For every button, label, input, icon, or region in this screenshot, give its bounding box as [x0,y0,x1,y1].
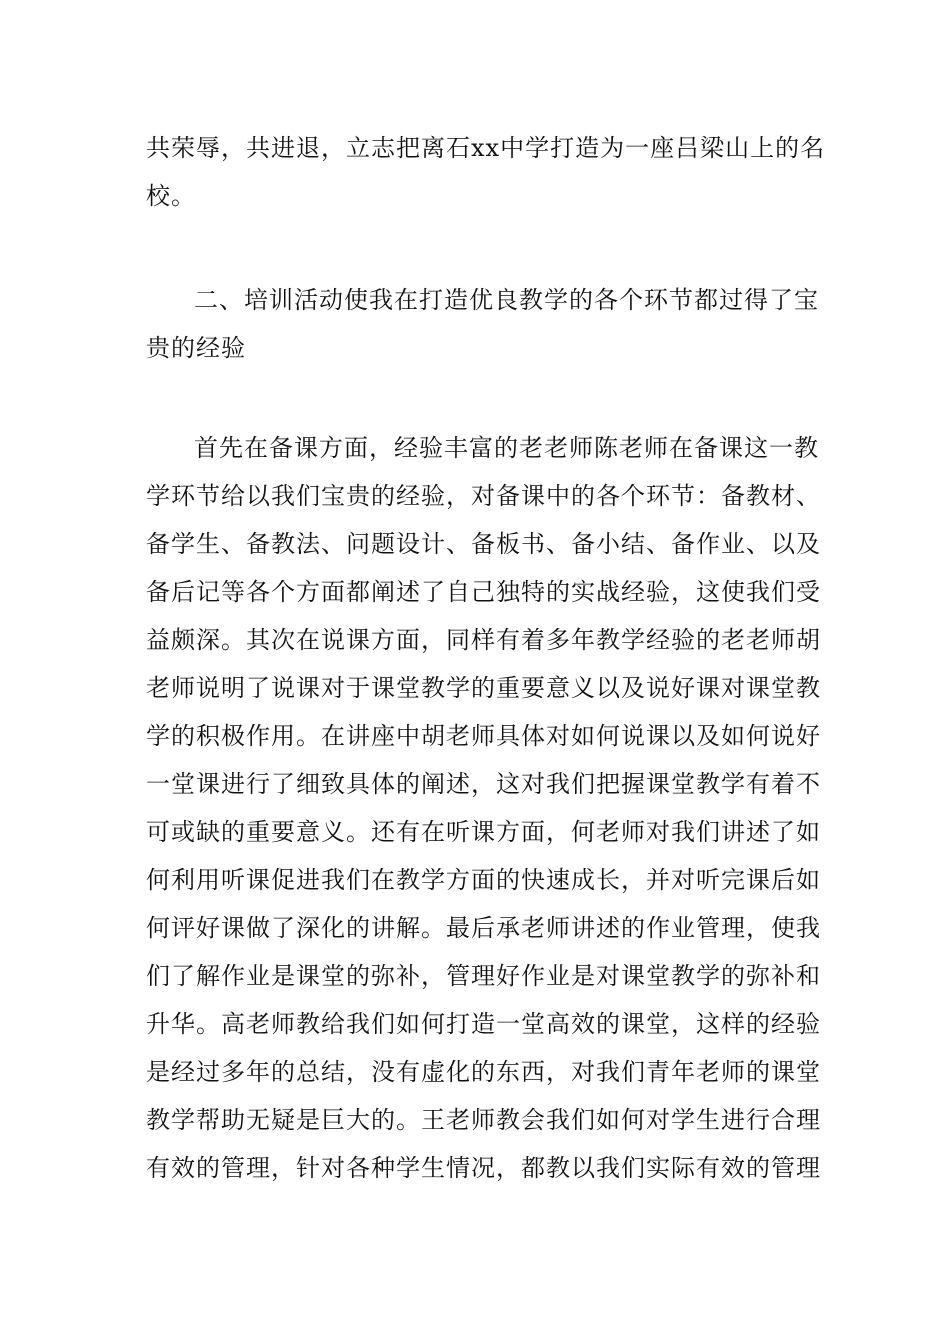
text-line: 学环节给以我们宝贵的经验，对备课中的各个环节：备教材、 [146,482,821,510]
text-line: 一堂课进行了细致具体的阐述，这对我们把握课堂教学有着不 [146,770,821,798]
text-line: 备后记等各个方面都阐述了自己独特的实战经验，这使我们受 [146,578,821,606]
text-line: 学的积极作用。在讲座中胡老师具体对如何说课以及如何说好 [146,722,821,750]
text-line: 二、培训活动使我在打造优良教学的各个环节都过得了宝 [194,286,819,314]
text-line: 何评好课做了深化的讲解。最后承老师讲述的作业管理，使我 [146,914,821,942]
text-line: 首先在备课方面，经验丰富的老老师陈老师在备课这一教 [194,434,819,462]
text-line: 们了解作业是课堂的弥补，管理好作业是对课堂教学的弥补和 [146,962,821,990]
body-paragraph [146,424,821,1192]
paragraph-closing-line [146,124,826,220]
text-line: 是经过多年的总结，没有虚化的东西，对我们青年老师的课堂 [146,1058,821,1086]
text-line: 升华。高老师教给我们如何打造一堂高效的课堂，这样的经验 [146,1010,821,1038]
text-line: 教学帮助无疑是巨大的。王老师教会我们如何对学生进行合理 [146,1106,821,1134]
text-line: 益颇深。其次在说课方面，同样有着多年教学经验的老老师胡 [146,626,821,654]
text-line: 校。 [146,182,196,210]
section-heading [146,276,819,372]
text-line: 共荣辱，共进退，立志把离石xx中学打造为一座吕梁山上的名 [146,134,826,162]
text-line: 何利用听课促进我们在教学方面的快速成长，并对听完课后如 [146,866,821,894]
text-line: 备学生、备教法、问题设计、备板书、备小结、备作业、以及 [146,530,821,558]
text-line: 老师说明了说课对于课堂教学的重要意义以及说好课对课堂教 [146,674,821,702]
text-line: 有效的管理，针对各种学生情况，都教以我们实际有效的管理 [146,1154,821,1182]
text-line: 可或缺的重要意义。还有在听课方面，何老师对我们讲述了如 [146,818,821,846]
text-line: 贵的经验 [146,334,246,362]
